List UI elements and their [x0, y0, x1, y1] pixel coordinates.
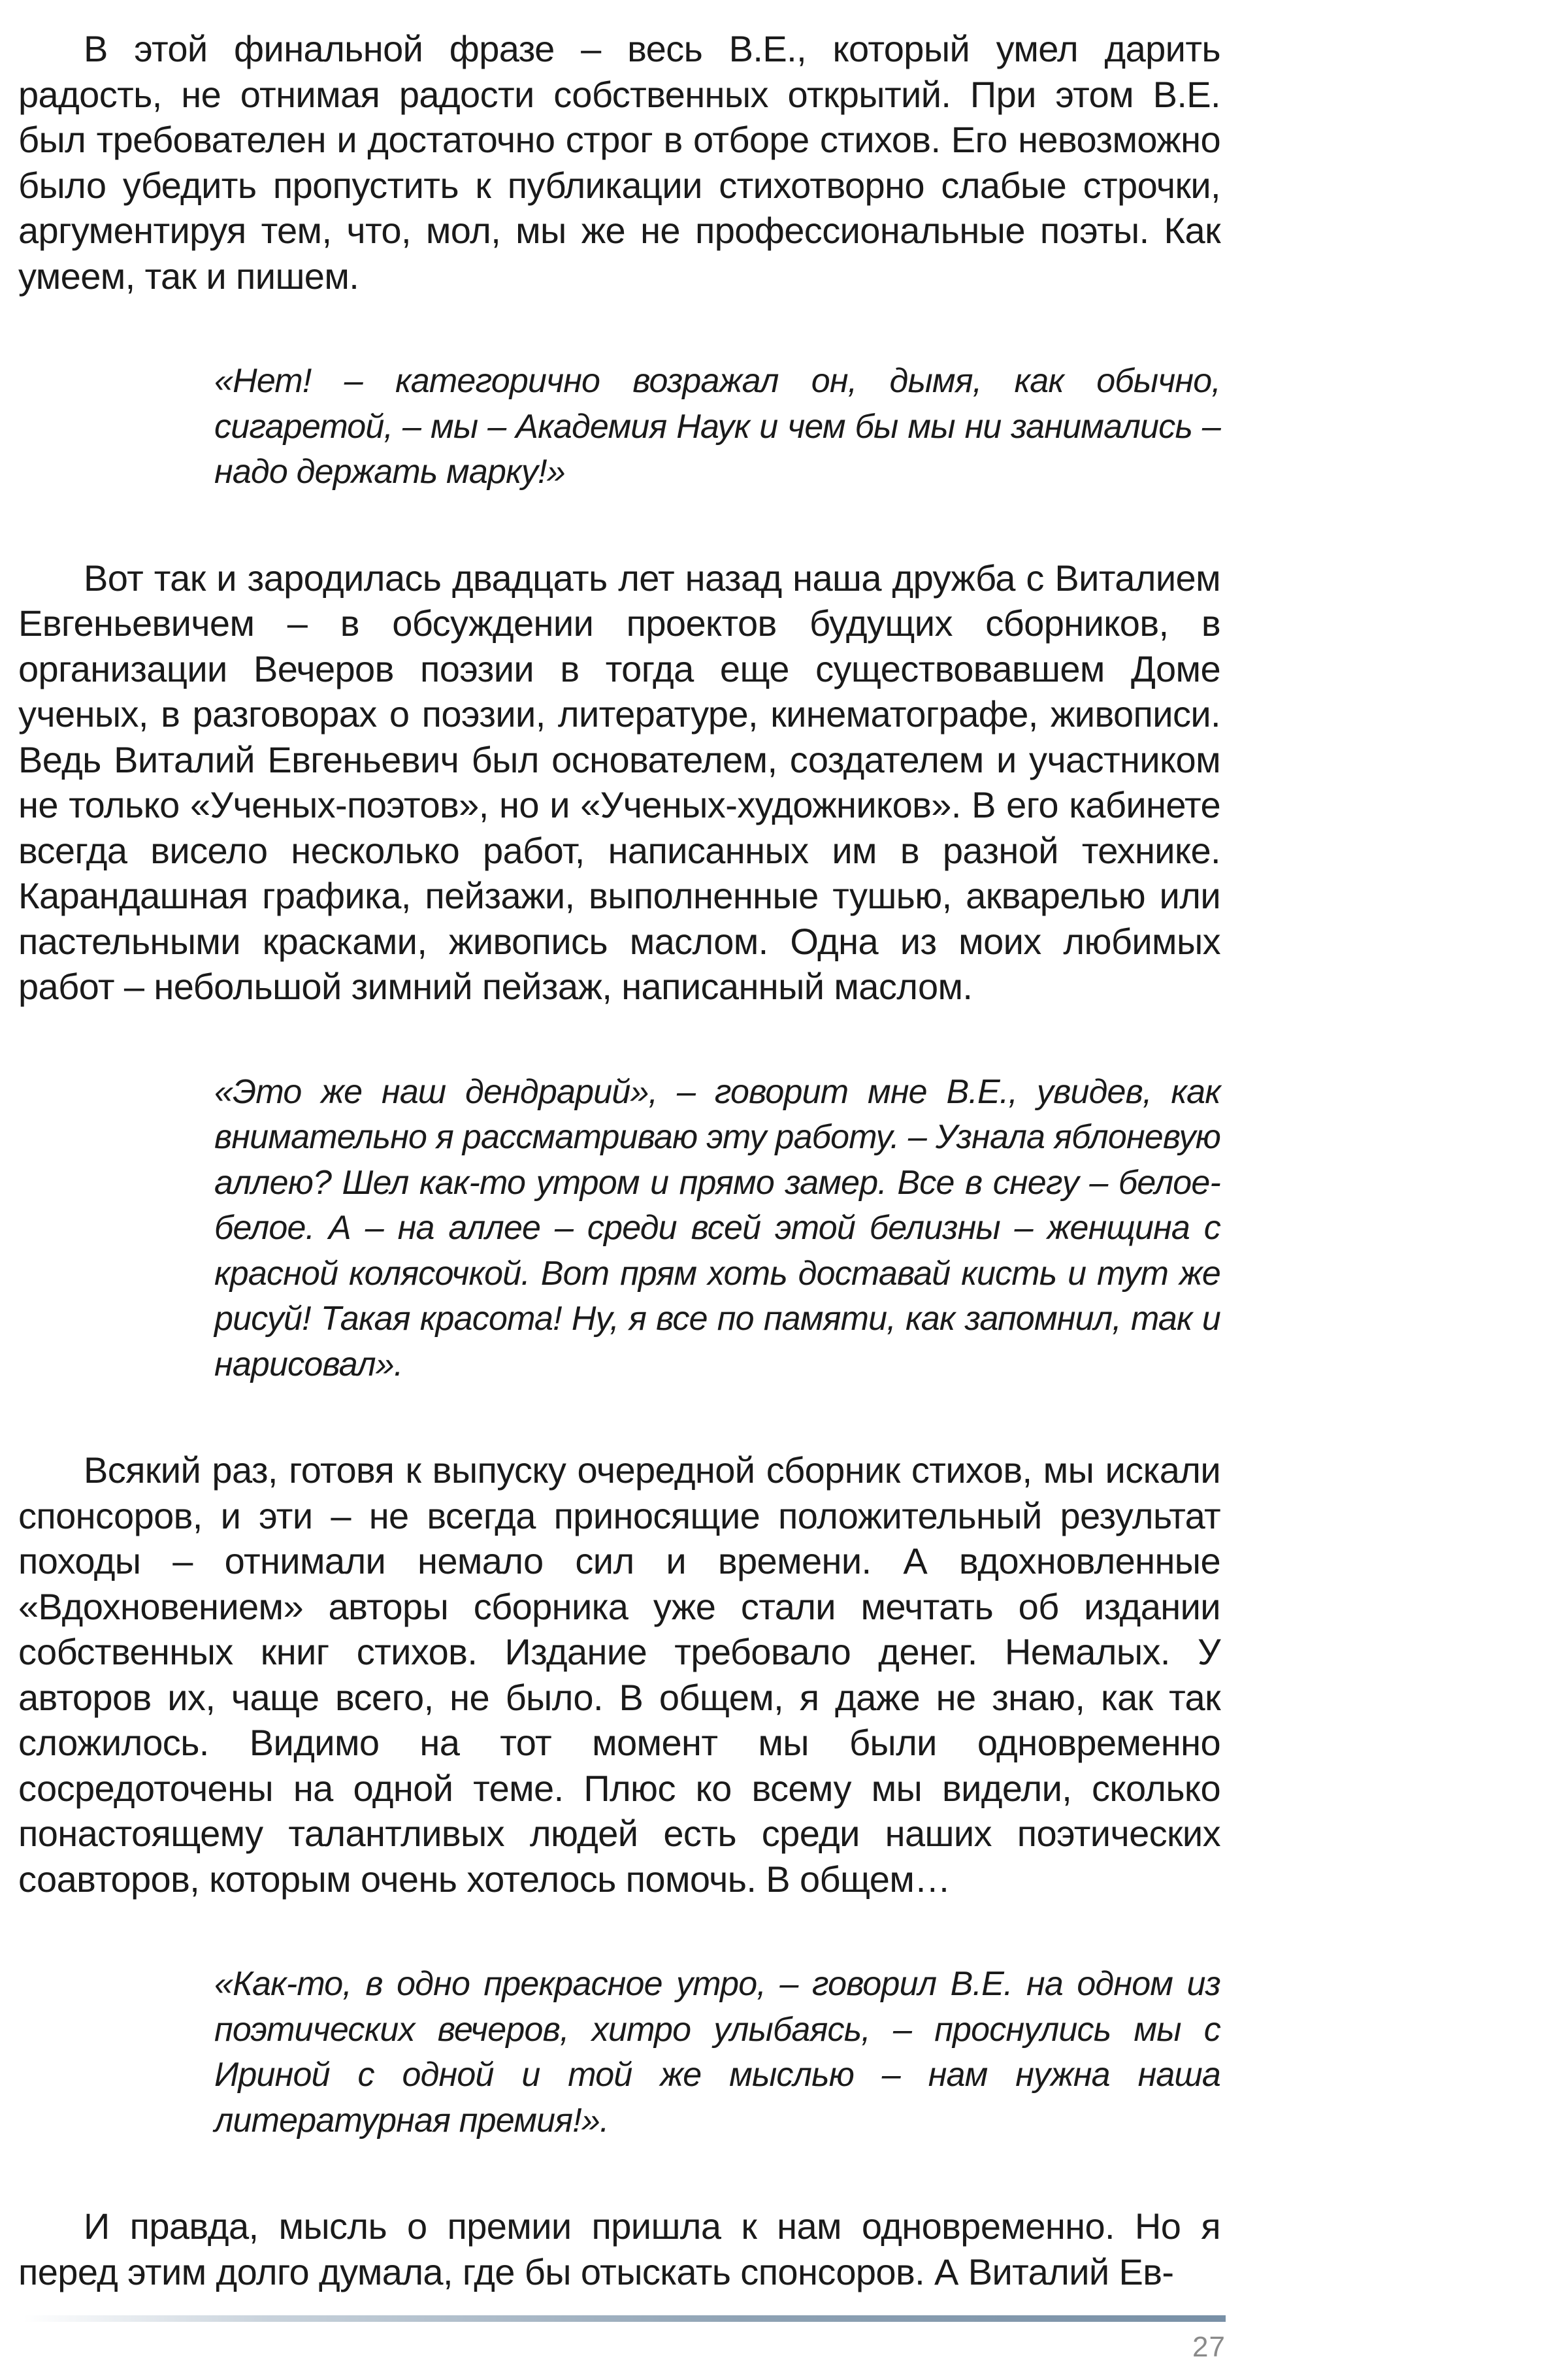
- spacer: [18, 299, 1220, 359]
- paragraph-3: Всякий раз, готовя к выпуску очередной сборник стихов, мы искали спонсоров, и эти – не всегда приносящие положительный результат походы – отнимали немало сил и времени. А вдохновленные «Вдохновением» авторы сборника уже стали мечтать об издании собственных книг стихов. Издание требовало денег. Немалых. У авторов их, чаще всего, не было. В общем, я даже не знаю, как так сложилось. Видимо на тот момент мы были одновременно сосредоточены на одной теме. Плюс ко всему мы видели, сколько понастоящему талантливых людей есть среди наших поэтических соавторов, которым очень хотелось помочь. В общем…: [18, 1449, 1220, 1900]
- page-number: 27: [1192, 2331, 1226, 2363]
- spacer: [18, 495, 1220, 555]
- page-body: [18, 26, 1220, 2294]
- paragraph-4: И правда, мысль о премии пришла к нам одновременно. Но я перед этим долго думала, где бы отыскать спонсоров. А Виталий Ев-: [18, 2206, 1220, 2292]
- quote-2: «Это же наш дендрарий», – говорит мне В.Е., увидев, как внимательно я рассматриваю эту работу. – Узнала яблоневую аллею? Шел как-то утром и прямо замер. Все в снегу – белое-белое. А – на аллее – среди всей этой белизны – женщина с красной колясочкой. Вот прям хоть доставай кисть и тут же рисуй! Такая красота! Ну, я все по памяти, как запомнил, так и нарисовал».: [214, 1072, 1220, 1383]
- spacer: [18, 1010, 1220, 1070]
- footer-rule: [24, 2315, 1226, 2322]
- quote-3: «Как-то, в одно прекрасное утро, – говорил В.Е. на одном из поэтических вечеров, хитро улыбаясь, – проснулись мы с Ириной с одной и той же мыслью – нам нужна наша литературная премия!».: [214, 1965, 1220, 2140]
- paragraph-2: Вот так и зародилась двадцать лет назад наша дружба с Виталием Евгеньевичем – в обсуждении проектов будущих сборников, в организации Вечеров поэзии в тогда еще существовавшем Доме ученых, в разговорах о поэзии, литературе, кинематографе, живописи. Ведь Виталий Евгеньевич был основателем, создателем и участником не только «Ученых-поэтов», но и «Ученых-художников». В его кабинете всегда висело несколько работ, написанных им в разной технике. Карандашная графика, пейзажи, выполненные тушью, акварелью или пастельными красками, живопись маслом. Одна из моих любимых работ – небольшой зимний пейзаж, написанный маслом.: [18, 557, 1220, 1007]
- spacer: [18, 1902, 1220, 1962]
- quote-1: «Нет! – категорично возражал он, дымя, как обычно, сигаретой, – мы – Академия Наук и чем бы мы ни занимались – надо держать марку!»: [214, 362, 1220, 491]
- spacer: [18, 1387, 1220, 1447]
- paragraph-1: В этой финальной фразе – весь В.Е., который умел дарить радость, не отнимая радости собственных открытий. При этом В.Е. был требователен и достаточно строг в отборе стихов. Его невозможно было убедить пропустить к публикации стихотворно слабые строчки, аргументируя тем, что, мол, мы же не профессиональные поэты. Как умеем, так и пишем.: [18, 28, 1220, 297]
- spacer: [18, 2143, 1220, 2204]
